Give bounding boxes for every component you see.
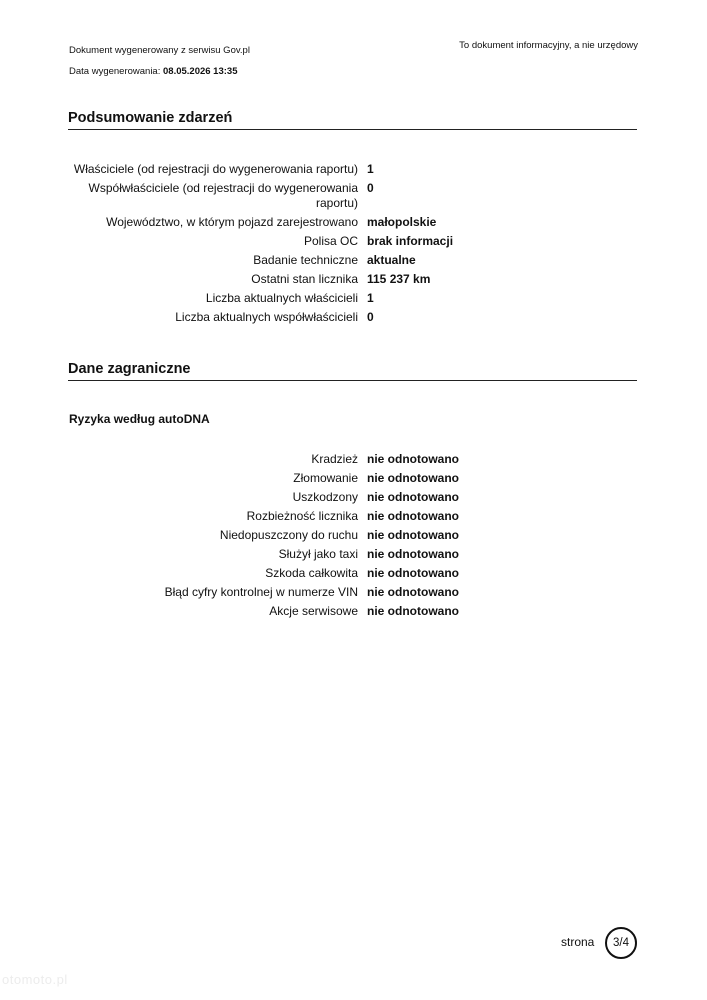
summary-row-value: 1: [367, 162, 374, 176]
summary-row: [69, 272, 469, 291]
summary-row-value: 0: [367, 181, 374, 195]
risk-row: [69, 604, 469, 623]
foreign-section-title: Dane zagraniczne: [68, 360, 637, 381]
risk-row: [69, 452, 469, 471]
summary-section-title: Podsumowanie zdarzeń: [68, 109, 637, 130]
watermark-text: otomoto.pl: [2, 972, 68, 987]
risk-row-value: nie odnotowano: [367, 547, 459, 561]
generation-date-value: 08.05.2026 13:35: [163, 66, 238, 77]
risk-row-label: Uszkodzony: [292, 490, 358, 504]
page-label: strona: [561, 935, 595, 949]
risk-row-value: nie odnotowano: [367, 604, 459, 618]
summary-row: [69, 162, 469, 181]
summary-row: [69, 215, 469, 234]
risk-row-value: nie odnotowano: [367, 566, 459, 580]
generation-date-line: [69, 61, 250, 82]
risk-row-value: nie odnotowano: [367, 509, 459, 523]
summary-table: [69, 162, 469, 329]
summary-row-label: Liczba aktualnych współwłaścicieli: [175, 310, 358, 324]
page-number-badge: 3/4: [605, 927, 637, 959]
summary-row-value: aktualne: [367, 253, 416, 267]
risk-row: [69, 509, 469, 528]
summary-row-value: małopolskie: [367, 215, 437, 229]
risk-row-label: Błąd cyfry kontrolnej w numerze VIN: [164, 585, 358, 599]
generation-date-label: Data wygenerowania:: [69, 66, 161, 77]
risks-table: [69, 452, 469, 623]
summary-row-label: Współwłaściciele (od rejestracji do wygenerowania raportu): [88, 181, 358, 210]
risk-row-value: nie odnotowano: [367, 490, 459, 504]
risk-row-label: Służył jako taxi: [278, 547, 358, 561]
summary-row: [69, 253, 469, 272]
risk-row: [69, 547, 469, 566]
risk-row-value: nie odnotowano: [367, 528, 459, 542]
risk-row-label: Szkoda całkowita: [265, 566, 358, 580]
summary-row: [69, 234, 469, 253]
autodna-subheading: Ryzyka według autoDNA: [69, 412, 210, 426]
risk-row: [69, 566, 469, 585]
risk-row-value: nie odnotowano: [367, 452, 459, 466]
disclaimer-text: To dokument informacyjny, a nie urzędowy: [459, 40, 638, 51]
risk-row: [69, 490, 469, 509]
summary-row-label: Liczba aktualnych właścicieli: [205, 291, 358, 305]
risk-row-label: Rozbieżność licznika: [246, 509, 358, 523]
source-text: Dokument wygenerowany z serwisu Gov.pl: [69, 45, 250, 56]
summary-row-value: 1: [367, 291, 374, 305]
risk-row-label: Złomowanie: [293, 471, 358, 485]
summary-row-value: 0: [367, 310, 374, 324]
summary-row-label: Polisa OC: [303, 234, 358, 248]
risk-row: [69, 471, 469, 490]
summary-row-label: Województwo, w którym pojazd zarejestrowano: [106, 215, 358, 229]
risk-row-value: nie odnotowano: [367, 471, 459, 485]
summary-row: [69, 310, 469, 329]
summary-row-value: 115 237 km: [367, 272, 431, 286]
summary-row-value: brak informacji: [367, 234, 454, 248]
summary-row: [69, 181, 469, 215]
risk-row-label: Niedopuszczony do ruchu: [219, 528, 358, 542]
risk-row-value: nie odnotowano: [367, 585, 459, 599]
summary-row-label: Ostatni stan licznika: [251, 272, 358, 286]
risk-row-label: Akcje serwisowe: [269, 604, 358, 618]
risk-row: [69, 528, 469, 547]
summary-row-label: Badanie techniczne: [253, 253, 358, 267]
risk-row-label: Kradzież: [311, 452, 358, 466]
summary-row: [69, 291, 469, 310]
document-header-info: [69, 40, 250, 82]
risk-row: [69, 585, 469, 604]
summary-row-label: Właściciele (od rejestracji do wygenerowania raportu): [73, 162, 358, 176]
